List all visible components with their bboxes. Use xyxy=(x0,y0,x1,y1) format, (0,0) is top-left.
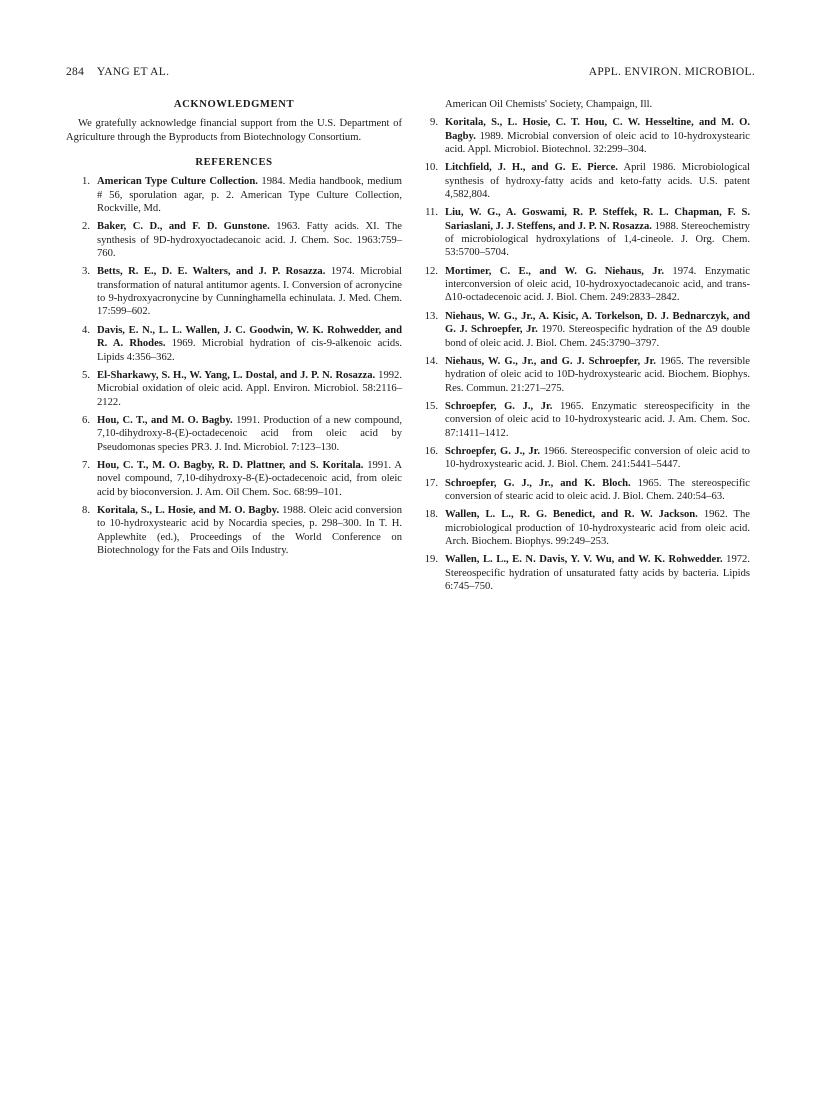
reference-item xyxy=(414,355,750,395)
reference-citation: 1972. Stereospecific hydration of unsaturated fatty acids by bacteria. Lipids 6:745–750. xyxy=(445,554,750,592)
page-number: 284 xyxy=(66,66,85,78)
reference-text xyxy=(445,355,750,395)
references-heading: REFERENCES xyxy=(195,157,273,169)
reference-number: 1. xyxy=(82,176,90,188)
reference-number: 18. xyxy=(424,509,438,521)
reference-list-left xyxy=(66,175,402,557)
reference-text xyxy=(97,220,402,260)
reference-number: 7. xyxy=(82,459,90,471)
reference-authors: Koritala, S., L. Hosie, and M. O. Bagby. xyxy=(97,504,280,516)
reference-item xyxy=(66,414,402,454)
reference-authors: Wallen, L. L., E. N. Davis, Y. V. Wu, and W. K. Rohwedder. xyxy=(445,554,723,566)
reference-number: 12. xyxy=(424,265,438,277)
reference-citation: 1984. Media handbook, medium # 56, sporulation agar, p. 2. American Type Culture Collection, Rockville, Md. xyxy=(97,176,402,215)
reference-citation: 1962. The microbiological production of 10-hydroxystearic acid from oleic acid. Arch. Biochem. Biophys. 99:249–253. xyxy=(445,509,750,547)
reference-number: 17. xyxy=(424,477,438,489)
reference-citation: 1965. The stereospecific conversion of stearic acid to oleic acid. J. Biol. Chem. 240:54–63. xyxy=(445,477,750,502)
reference-authors: Davis, E. N., L. L. Wallen, J. C. Goodwin, W. K. Rohwedder, and R. A. Rhodes. xyxy=(97,324,402,350)
reference-item xyxy=(414,400,750,440)
reference-number: 15. xyxy=(424,400,438,412)
reference-number: 19. xyxy=(424,554,438,566)
reference-citation: 1974. Enzymatic interconversion of oleic acid, 10-hydroxyoctadecanoic acid, and trans-Δ10-octadecenoic acid. J. Biol. Chem. 249:2833–2842. xyxy=(445,265,750,304)
reference-citation: 1966. Stereospecific conversion of oleic acid to 10-hydroxystearic acid. J. Biol. Chem. 241:5441–5447. xyxy=(445,445,750,471)
reference-authors: Wallen, L. L., R. G. Benedict, and R. W. Jackson. xyxy=(445,509,698,521)
reference-item xyxy=(414,310,750,350)
reference-citation: 1969. Microbial hydration of cis-9-alkenoic acids. Lipids 4:356–362. xyxy=(97,338,402,363)
reference-item xyxy=(66,504,402,557)
running-header-left xyxy=(66,66,169,78)
reference-citation: 1991. Production of a new compound, 7,10-dihydroxy-8-(E)-octadecenoic acid from oleic acid by Pseudomonas species PR3. J. Ind. Microbiol. 7:123–130. xyxy=(97,414,402,453)
reference-authors: Schroepfer, G. J., Jr., and K. Bloch. xyxy=(445,477,631,489)
reference-item xyxy=(414,445,750,472)
reference-authors: Koritala, S., L. Hosie, C. T. Hou, C. W. Hesseltine, and M. O. Bagby. xyxy=(445,117,750,142)
right-column xyxy=(414,98,750,598)
reference-number: 4. xyxy=(82,324,90,336)
reference-authors: Hou, C. T., M. O. Bagby, R. D. Plattner, and S. Koritala. xyxy=(97,459,364,471)
reference-authors: Niehaus, W. G., Jr., A. Kisic, A. Torkelson, D. J. Bednarczyk, and G. J. Schroepfer, Jr. xyxy=(445,310,750,336)
reference-citation: 1991. A novel compound, 7,10-dihydroxy-8-(E)-octadecenoic acid, from oleic acid by bioconversion. J. Am. Oil Chem. Soc. 68:99–101. xyxy=(97,459,402,498)
reference-text xyxy=(445,310,750,350)
reference-authors: Schroepfer, G. J., Jr. xyxy=(445,445,541,457)
reference-text xyxy=(445,116,750,156)
reference-authors: Schroepfer, G. J., Jr. xyxy=(445,400,553,412)
reference-text xyxy=(445,265,750,305)
reference-text xyxy=(445,400,750,440)
reference-number: 10. xyxy=(424,162,438,174)
reference-text xyxy=(445,508,750,548)
running-header-journal: APPL. ENVIRON. MICROBIOL. xyxy=(588,66,755,78)
reference-item xyxy=(66,265,402,318)
reference-citation: 1965. Enzymatic stereospecificity in the conversion of oleic acid to 10-hydroxystearic acid. J. Am. Chem. Soc. 87:1411–1412. xyxy=(445,400,750,439)
reference-citation: 1988. Oleic acid conversion to 10-hydroxystearic acid by Nocardia species, p. 298–300. In T. H. Applewhite (ed.), Proceedings of the World Conference on Biotechnology for the Fats and Oils Industry. xyxy=(97,504,402,556)
reference-citation: 1965. The reversible hydration of oleic acid to 10D-hydroxystearic acid. Biochem. Biophys. Res. Commun. 21:271–275. xyxy=(445,355,750,394)
reference-authors: Niehaus, W. G., Jr., and G. J. Schroepfer, Jr. xyxy=(445,355,656,367)
reference-citation: 1970. Stereospecific hydration of the Δ9 double bond of oleic acid. J. Biol. Chem. 245:3790–3797. xyxy=(445,324,750,349)
reference-citation: 1963. Fatty acids. XI. The synthesis of 9D-hydroxyoctadecanoic acid. J. Chem. Soc. 1963:759–760. xyxy=(97,221,402,260)
reference-text xyxy=(445,161,750,201)
reference-authors: Liu, W. G., A. Goswami, R. P. Steffek, R. L. Chapman, F. S. Sariaslani, J. J. Steffens, and J. P. N. Rosazza. xyxy=(445,207,750,232)
reference-number: 13. xyxy=(424,310,438,322)
reference-item xyxy=(66,324,402,364)
reference-text xyxy=(97,414,402,454)
reference-text xyxy=(97,369,402,409)
reference-number: 5. xyxy=(82,369,90,381)
reference-authors: Betts, R. E., D. E. Walters, and J. P. Rosazza. xyxy=(97,266,326,278)
reference-item xyxy=(66,220,402,260)
reference-number: 14. xyxy=(424,355,438,367)
reference-text xyxy=(97,324,402,364)
reference-number: 9. xyxy=(430,117,438,129)
reference-authors: Hou, C. T., and M. O. Bagby. xyxy=(97,414,233,426)
reference-text xyxy=(445,477,750,504)
acknowledgment-heading: ACKNOWLEDGMENT xyxy=(173,99,295,110)
reference-text xyxy=(97,504,402,557)
reference-text xyxy=(97,175,402,215)
reference-text xyxy=(445,445,750,472)
left-column xyxy=(66,98,402,562)
reference-citation: 1988. Stereochemistry of microbiological hydroxylations of 1,4-cineole. J. Org. Chem. 53:5700–5704. xyxy=(445,220,750,259)
reference-item xyxy=(66,459,402,499)
reference-item xyxy=(66,175,402,215)
reference-number: 2. xyxy=(82,221,90,233)
reference-number: 6. xyxy=(82,414,90,426)
reference-text xyxy=(97,265,402,318)
reference-8-continuation: American Oil Chemists' Society, Champaign, Ill. xyxy=(445,99,653,110)
reference-authors: El-Sharkawy, S. H., W. Yang, L. Dostal, and J. P. N. Rosazza. xyxy=(97,369,376,381)
reference-authors: American Type Culture Collection. xyxy=(97,176,258,188)
reference-number: 11. xyxy=(425,207,438,219)
reference-citation: 1992. Microbial oxidation of oleic acid. Appl. Environ. Microbiol. 58:2116–2122. xyxy=(97,369,402,408)
reference-list-right xyxy=(414,116,750,593)
reference-citation: April 1986. Microbiological synthesis of hydroxy-fatty acids and keto-fatty acids. U.S. patent 4,582,804. xyxy=(445,162,750,201)
reference-number: 3. xyxy=(82,266,90,278)
acknowledgment-text: We gratefully acknowledge financial support from the U.S. Department of Agriculture through the Byproducts from Biotechnology Consortium. xyxy=(66,118,402,143)
reference-text xyxy=(445,206,750,259)
reference-item xyxy=(414,508,750,548)
reference-authors: Mortimer, C. E., and W. G. Niehaus, Jr. xyxy=(445,265,664,277)
reference-item xyxy=(66,369,402,409)
reference-item xyxy=(414,477,750,504)
reference-citation: 1989. Microbial conversion of oleic acid to 10-hydroxystearic acid. Appl. Microbiol. Biotechnol. 32:299–304. xyxy=(445,130,750,156)
reference-citation: 1974. Microbial transformation of natural antitumor agents. I. Conversion of acronycine to 9-hydroxyacronycine by Cunninghamella echinulata. J. Med. Chem. 17:599–602. xyxy=(97,266,402,318)
reference-number: 16. xyxy=(424,445,438,457)
running-authors: YANG ET AL. xyxy=(96,66,170,78)
reference-item xyxy=(414,161,750,201)
reference-authors: Litchfield, J. H., and G. E. Pierce. xyxy=(445,162,618,174)
reference-item xyxy=(414,206,750,259)
reference-number: 8. xyxy=(82,504,90,516)
reference-authors: Baker, C. D., and F. D. Gunstone. xyxy=(97,221,270,233)
reference-item xyxy=(414,265,750,305)
reference-item xyxy=(414,116,750,156)
reference-text xyxy=(97,459,402,499)
reference-item xyxy=(414,553,750,593)
reference-text xyxy=(445,553,750,593)
